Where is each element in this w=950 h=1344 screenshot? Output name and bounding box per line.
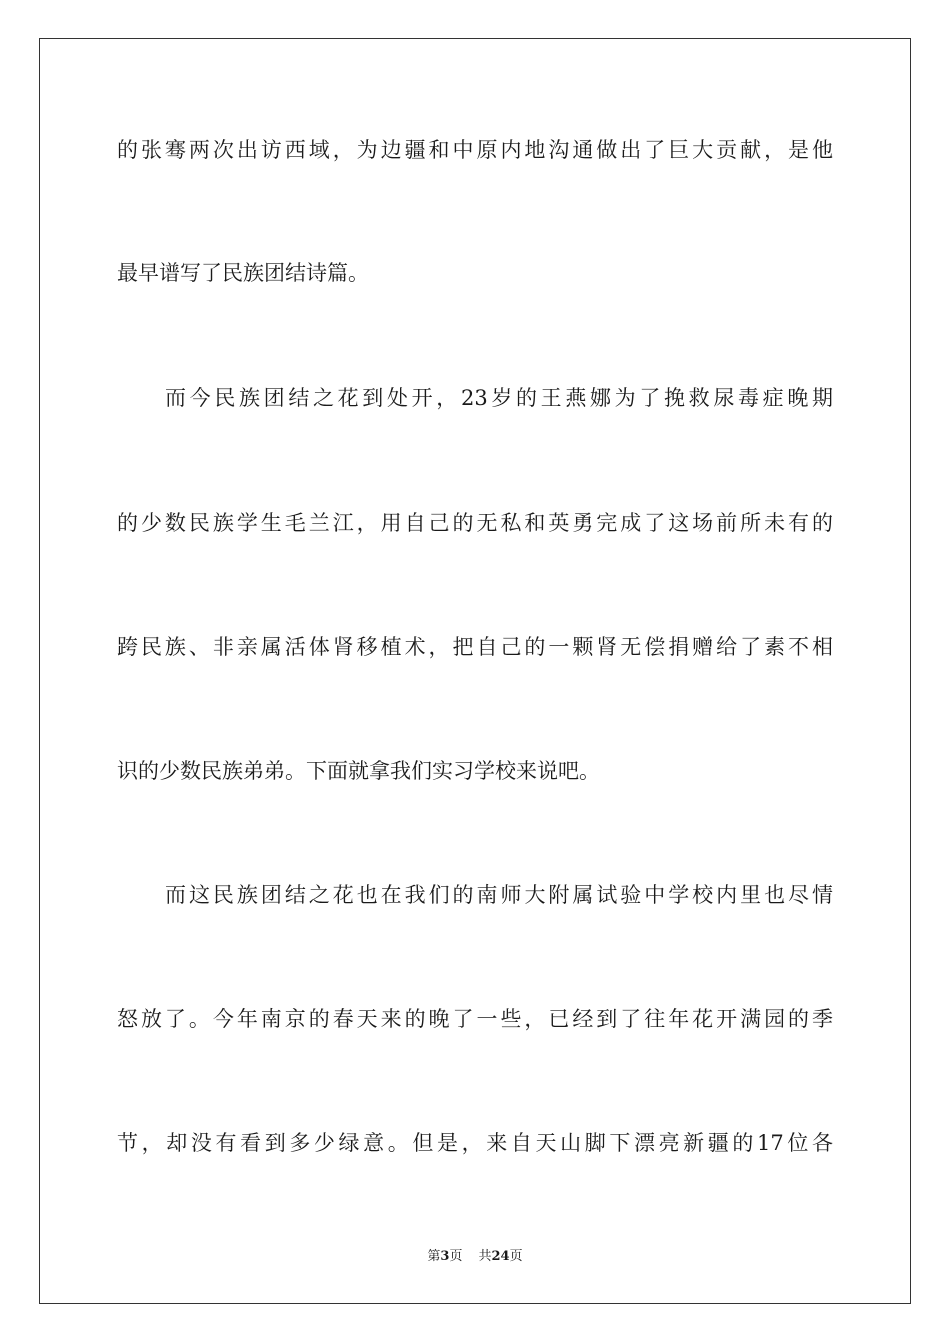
body-text-line: 的张骞两次出访西域，为边疆和中原内地沟通做出了巨大贡献，是他 bbox=[117, 138, 833, 162]
page-label-prefix: 第 bbox=[427, 1249, 441, 1264]
body-text-line: 而这民族团结之花也在我们的南师大附属试验中学校内里也尽情 bbox=[165, 883, 833, 907]
body-text-line: 的少数民族学生毛兰江，用自己的无私和英勇完成了这场前所未有的 bbox=[117, 511, 833, 535]
body-text-line: 最早谱写了民族团结诗篇。 bbox=[117, 261, 369, 285]
body-text-line: 识的少数民族弟弟。下面就拿我们实习学校来说吧。 bbox=[117, 759, 600, 783]
page-label-suffix: 页 bbox=[449, 1249, 463, 1264]
total-pages: 24 bbox=[491, 1249, 510, 1264]
body-text-line: 节，却没有看到多少绿意。但是，来自天山脚下漂亮新疆的17位各 bbox=[117, 1131, 833, 1155]
body-text-line: 怒放了。今年南京的春天来的晚了一些，已经到了往年花开满园的季 bbox=[117, 1007, 833, 1031]
total-label-suffix: 页 bbox=[509, 1249, 523, 1264]
body-text-line: 而今民族团结之花到处开，23岁的王燕娜为了挽救尿毒症晚期 bbox=[165, 386, 833, 410]
page-border bbox=[39, 38, 911, 1304]
page-number: 3 bbox=[440, 1249, 450, 1264]
body-text-line: 跨民族、非亲属活体肾移植术，把自己的一颗肾无偿捐赠给了素不相 bbox=[117, 635, 833, 659]
page-footer bbox=[0, 1248, 950, 1266]
total-label-prefix: 共 bbox=[478, 1249, 492, 1264]
